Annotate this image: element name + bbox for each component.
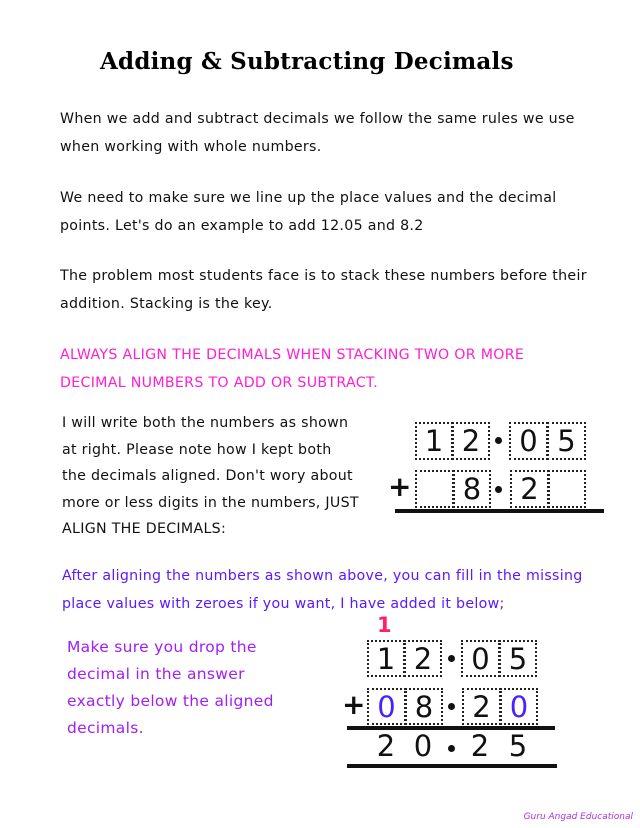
footer-credit: Guru Angad Educational xyxy=(523,812,633,822)
decimal-point xyxy=(495,486,502,493)
text-line: ALWAYS ALIGN THE DECIMALS WHEN STACKING TWO OR MORE xyxy=(60,347,525,363)
digit-box: 0 xyxy=(461,640,500,677)
text-line: The problem most students face is to stack these numbers before their xyxy=(60,268,587,284)
digit-box: 2 xyxy=(510,470,549,508)
text-line: When we add and subtract decimals we follow the same rules we use xyxy=(60,111,575,127)
stacking-paragraph xyxy=(60,262,587,318)
digit-box: 5 xyxy=(499,640,537,677)
text-line: DECIMAL NUMBERS TO ADD OR SUBTRACT. xyxy=(60,375,379,391)
digit-box xyxy=(548,470,586,508)
digit-box: 1 xyxy=(367,640,405,677)
text-line: I will write both the numbers as shown xyxy=(62,415,349,431)
digit-box: 8 xyxy=(405,688,443,725)
filled-zero-box: 0 xyxy=(500,688,538,725)
place-value-paragraph xyxy=(60,184,556,240)
text-line: ALIGN THE DECIMALS: xyxy=(62,521,227,537)
text-line: We need to make sure we line up the place values and the decimal xyxy=(60,190,557,206)
drop-decimal-note xyxy=(67,634,274,742)
intro-paragraph xyxy=(60,105,575,161)
text-line: addition. Stacking is the key. xyxy=(60,296,273,312)
text-line: decimal in the answer xyxy=(67,665,245,683)
answer-digit: 2 xyxy=(470,729,490,763)
digit-box: 5 xyxy=(547,422,586,460)
digit-box: 8 xyxy=(453,470,491,508)
text-line: when working with whole numbers. xyxy=(60,139,322,155)
plus-operator: + xyxy=(388,470,412,503)
answer-line xyxy=(347,764,557,768)
answer-digit: 2 xyxy=(376,729,396,763)
answer-digit: 0 xyxy=(413,729,433,763)
text-line: decimals. xyxy=(67,719,144,737)
text-line: place values with zeroes if you want, I have added it below; xyxy=(62,596,505,612)
text-line: the decimals aligned. Don't wory about xyxy=(62,468,353,484)
text-line: points. Let's do an example to add 12.05 and 8.2 xyxy=(60,218,424,234)
after-align-note xyxy=(62,562,583,618)
digit-box: 2 xyxy=(452,422,490,460)
page-title: Adding & Subtracting Decimals xyxy=(100,48,514,75)
digit-box: 2 xyxy=(404,640,442,677)
digit-box xyxy=(415,470,454,508)
decimal-point xyxy=(448,703,455,710)
text-line: Make sure you drop the xyxy=(67,638,257,656)
text-line: exactly below the aligned xyxy=(67,692,274,710)
text-line: at right. Please note how I kept both xyxy=(62,441,332,458)
decimal-point xyxy=(495,437,502,444)
sum-line xyxy=(395,509,604,513)
text-line: After aligning the numbers as shown above, you can fill in the missing xyxy=(62,568,583,584)
carry-digit: 1 xyxy=(377,613,392,637)
plus-operator: + xyxy=(342,688,366,721)
digit-box: 0 xyxy=(509,422,548,460)
rule-callout xyxy=(60,341,524,397)
digit-box: 2 xyxy=(462,688,501,725)
answer-decimal-point xyxy=(448,745,455,752)
digit-box: 1 xyxy=(415,422,453,460)
explanation-paragraph xyxy=(62,410,359,543)
decimal-point xyxy=(448,655,455,662)
filled-zero-box: 0 xyxy=(367,688,406,725)
text-line: more or less digits in the numbers, JUST xyxy=(62,494,359,511)
answer-digit: 5 xyxy=(508,729,528,763)
